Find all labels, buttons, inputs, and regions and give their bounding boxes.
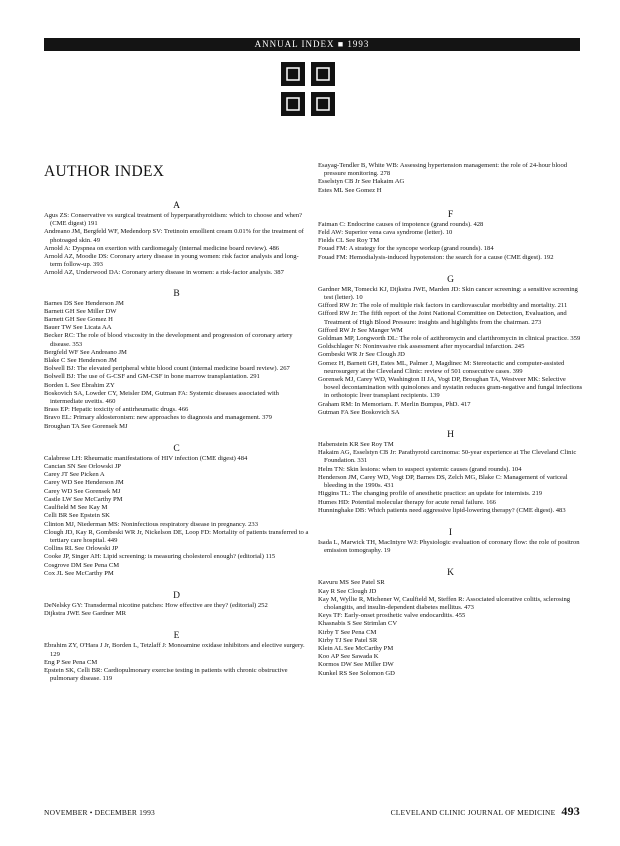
section-letter-h: H xyxy=(447,430,454,441)
index-entry: Goldschlager N: Noninvasive risk assessment after myocardial infarction. 245 xyxy=(318,343,525,351)
index-entry: Bolwell BJ: The use of G-CSF and GM-CSF in bone marrow transplantation. 291 xyxy=(44,373,260,381)
index-entry: Cox JL See McCarthy PM xyxy=(44,569,114,577)
index-entry: Feld AW: Superior vena cava syndrome (letter). 10 xyxy=(318,229,453,237)
index-entry: Kormos DW See Miller DW xyxy=(318,661,394,669)
index-entry: Helm TN: Skin lesions: when to suspect systemic causes (grand rounds). 104 xyxy=(318,465,522,473)
index-entry: Kunkel RS See Solomon GD xyxy=(318,669,395,677)
index-entry: Bravo EL: Primary aldosteronism: new approaches to diagnosis and management. 379 xyxy=(44,414,272,422)
index-entry: Arnold AZ, Moodie DS: Coronary artery disease in young women: risk factor analysis and long-term follow-up. 393 xyxy=(44,253,299,269)
section-letter-e: E xyxy=(173,631,180,642)
left-column xyxy=(44,190,309,683)
index-entry: Bauer TW See Licata AA xyxy=(44,324,112,332)
index-entry: Carey WD See Henderson JM xyxy=(44,479,124,487)
section-letter-c: C xyxy=(173,443,180,454)
index-entry: Habenstein KR See Roy TM xyxy=(318,441,394,449)
index-entry: Gifford RW Jr See Manger WM xyxy=(318,326,403,334)
index-entry: Blake C See Henderson JM xyxy=(44,357,117,365)
section-letter-b: B xyxy=(173,288,180,299)
index-entry: Barnes DS See Henderson JM xyxy=(44,299,124,307)
index-entry: Becker RC: The role of blood viscosity in the development and progression of coronary artery disease. 353 xyxy=(44,332,293,348)
annual-index-banner: ANNUAL INDEX ■ 1993 xyxy=(44,38,580,51)
index-entry: Borden L See Ebrahim ZY xyxy=(44,381,115,389)
section-letter-k: K xyxy=(447,568,454,579)
index-entry: Cosgrove DM See Pena CM xyxy=(44,561,120,569)
index-entry: Gorensek MJ, Carey WD, Washington II JA, Vogt DP, Broughan TA, Westveer MK: Selective bowel decontamination with quinolones and nystatin reduces gram-negative and fungal infections in orthotopic liver transplant recipients. 139 xyxy=(318,376,583,400)
index-entry: Arnold AZ, Underwood DA: Coronary artery disease in women: a risk-factor analysis. 387 xyxy=(44,269,284,277)
index-entry: Cooke JP, Singer AH: Lipid screening: is measuring cholesterol enough? (editorial) 115 xyxy=(44,553,276,561)
index-entry: Gutman FA See Boskovich SA xyxy=(318,408,400,416)
index-entry: Kirby TJ See Patel SR xyxy=(318,636,378,644)
index-entry: Caulfield M See Kay M xyxy=(44,504,108,512)
index-entry: Castle LW See McCarthy PM xyxy=(44,495,123,503)
index-entry: Hakaim AG, Esselstyn CB Jr: Parathyroid carcinoma: 50-year experience at The Cleveland Clinic Foundation. 331 xyxy=(318,449,577,465)
index-entry: Fouad FM: Hemodialysis-induced hypotension: the search for a cause (CME digest). 192 xyxy=(318,253,554,261)
index-entry: Gardner MR, Tomecki KJ, Dijkstra JWE, Marden JD: Skin cancer screening: a sensitive screening test (letter). 10 xyxy=(318,285,578,302)
issue-date: NOVEMBER • DECEMBER 1993 xyxy=(44,808,155,817)
page-number: 493 xyxy=(561,804,580,818)
index-entry: Gifford RW Jr: The role of multiple risk factors in cardiovascular morbidity and mortality. 211 xyxy=(318,302,568,310)
index-entry: Barnett GH See Miller DW xyxy=(44,307,117,315)
section-letter-d: D xyxy=(173,590,180,601)
index-entry: Agus ZS: Conservative vs surgical treatment of hyperparathyroidism: which to choose and when? (CME digest) 191 xyxy=(44,212,303,228)
section-letter-i: I xyxy=(448,527,453,538)
index-entry: Goldman MP, Longworth DL: The role of azithromycin and clarithromycin in clinical practice. 359 xyxy=(318,335,581,343)
index-entry: Henderson JM, Carey WD, Vogt DP, Barnes DS, Zelch MG, Blake C: Management of variceal bleeding in the 1990s. 431 xyxy=(318,473,568,490)
index-entry: Esselstyn CB Jr See Hakaim AG xyxy=(318,178,405,186)
right-column xyxy=(318,162,583,678)
index-entry: Ebrahim ZY, O'Hara J Jr, Borden L, Tetzlaff J: Monoamine oxidase inhibitors and elective surgery. 129 xyxy=(44,642,305,658)
index-entry: Celli BR See Epstein SK xyxy=(44,512,110,520)
journal-footer xyxy=(391,804,580,819)
index-entry: Cancian SN See Orlowski JP xyxy=(44,463,121,471)
page-title: AUTHOR INDEX xyxy=(44,163,165,180)
index-entry: Gombeski WR Jr See Clough JD xyxy=(318,351,405,359)
journal-name: CLEVELAND CLINIC JOURNAL OF MEDICINE xyxy=(390,808,556,817)
index-entry: Klein AL See McCarthy PM xyxy=(318,644,394,652)
index-entry: DeNelsky GY: Transdermal nicotine patches: How effective are they? (editorial) 252 xyxy=(44,601,268,609)
index-entry: Arnold A: Dyspnea on exertion with cardiomegaly (internal medicine board review). 486 xyxy=(44,244,280,252)
index-entry: Carey WD See Gorensek MJ xyxy=(44,487,121,495)
index-entry: Brass EP: Hepatic toxicity of antirheumatic drugs. 466 xyxy=(44,406,189,414)
index-entry: Kavuru MS See Patel SR xyxy=(318,579,385,587)
index-entry: Andreano JM, Bergfeld WF, Medendorp SV: Tretinoin emollient cream 0.01% for the treatment of photoaged skin. 49 xyxy=(44,228,304,244)
index-entry: Broughan TA See Gorensek MJ xyxy=(44,422,128,430)
index-entry: Fouad FM: A strategy for the syncope workup (grand rounds). 184 xyxy=(318,245,494,253)
index-entry: Kay M, Wyllie R, Michener W, Caulfield M, Steffen R: Associated ulcerative colitis, sclerosing cholangitis, and insulin-dependent diabetes mellitus. 473 xyxy=(318,595,571,611)
index-entry: Koo AP See Sawada K xyxy=(318,653,379,661)
index-entry: Bergfeld WF See Andreano JM xyxy=(44,348,127,356)
index-entry: Kirby T See Pena CM xyxy=(318,628,377,636)
index-entry: Estes ML See Gomez H xyxy=(318,186,382,194)
index-entry: Bolwell BJ: The elevated peripheral white blood count (internal medicine board review). 267 xyxy=(44,365,290,373)
index-entry: Collins RL See Orlowski JP xyxy=(44,545,119,553)
index-entry: Barnett GH See Gomez H xyxy=(44,316,113,324)
index-entry: Graham RM: In Memoriam. F. Merlin Bumpus, PhD. 417 xyxy=(318,400,471,408)
index-entry: Clinton MJ, Niederman MS: Noninfectious respiratory disease in pregnancy. 233 xyxy=(44,520,259,528)
index-entry: Khasnabis S See Strimlan CV xyxy=(318,620,398,628)
section-letter-g: G xyxy=(447,274,454,285)
index-entry: Carey JT See Picken A xyxy=(44,471,105,479)
index-entry: Higgins TL: The changing profile of anesthetic practice: an update for internists. 219 xyxy=(318,490,543,498)
index-entry: Humes HD: Potential molecular therapy for acute renal failure. 166 xyxy=(318,498,496,506)
index-entry: Fields CL See Roy TM xyxy=(318,237,380,245)
index-entry: Hunninghake DB: Which patients need aggressive lipid-lowering therapy? (CME digest). 483 xyxy=(318,506,566,514)
section-letter-a: A xyxy=(173,201,180,211)
index-entry: Gifford RW Jr: The fifth report of the Joint National Committee on Detection, Evaluation, and Treatment of High Blood Pressure: insights and highlights from the chairman. 273 xyxy=(318,310,567,326)
index-entry: Clough JD, Kay R, Gombeski WR Jr, Nickelson DE, Loop FD: Mortality of patients transferred to a tertiary care hospital. 449 xyxy=(44,528,309,544)
index-entry: Boskovich SA, Lowder CY, Meisler DM, Gutman FA: Systemic diseases associated with intermediate uveitis. 460 xyxy=(44,389,279,406)
journal-logo-icon xyxy=(281,62,335,116)
index-entry: Eng P See Pena CM xyxy=(44,658,98,666)
index-entry: Isada L, Marwick TH, MacIntyre WJ: Physiologic evaluation of coronary flow: the role of positron emission tomography. 19 xyxy=(318,538,580,555)
index-entry: Kay R See Clough JD xyxy=(318,587,377,595)
index-entry: Calabrese LH: Rheumatic manifestations of HIV infection (CME digest) 484 xyxy=(44,454,248,462)
index-entry: Epstein SK, Celli BR: Cardiopulmonary exercise testing in patients with chronic obstructive pulmonary disease. 119 xyxy=(44,666,288,683)
index-entry: Faiman C: Endocrine causes of impotence (grand rounds). 428 xyxy=(318,220,484,228)
index-entry: Keys TF: Early-onset prosthetic valve endocarditis. 455 xyxy=(318,612,466,620)
index-entry: Dijkstra JWE See Gardner MR xyxy=(44,610,127,618)
index-entry: Esayag-Tendler B, White WB: Assessing hypertension management: the role of 24-hour blood pressure monitoring. 278 xyxy=(318,162,568,178)
index-entry: Gomez H, Barnett GH, Estes ML, Palmer J, Magdinec M: Stereotactic and computer-assisted neurosurgery at the Cleveland Clinic: review of 501 consecutive cases. 399 xyxy=(318,359,565,375)
section-letter-f: F xyxy=(447,209,454,220)
